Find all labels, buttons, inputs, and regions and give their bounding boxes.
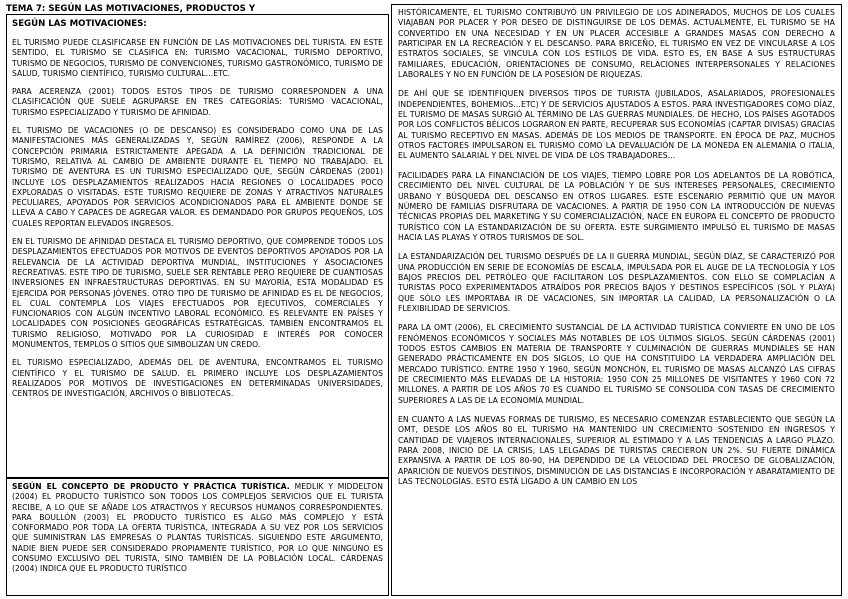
motivations-box <box>6 14 389 478</box>
paragraph: PARA LA OMT (2006), EL CRECIMIENTO SUSTANCIAL DE LA ACTIVIDAD TURÍSTICA CONVIERTE EN UNO DE LOS FENÓMENOS ECONÓMICOS Y SOCIALES MÁS NOTABLES DE LOS ÚLTIMOS SIGLOS. SEGÚN CÁRDENAS (2001) TODOS ESTOS CAMBIOS EN MATERIA DE TRANSPORTE Y CULMINACIÓN DE GUERRAS MUNDIALES SE HAN GENERADO PRÁCTICAMENTE EN DOS SIGLOS, LO QUE HA CONSTITUIDO LA VERDADERA AMPLIACIÓN DEL MERCADO TURÍSTICO. ENTRE 1950 Y 1960, SEGÚN MONCHÓN, EL TURISMO DE MASAS ALCANZÓ LAS CIFRAS DE CRECIMIENTO MÁS ELEVADAS DE LA HISTORIA: 1950 CON 25 MILLONES DE VISITANTES Y 1960 CON 72 MILLONES. A PARTIR DE LOS AÑOS 70 ES CUANDO EL TURISMO SE CONSOLIDA CON TASAS DE CRECIMIENTO SUPERIORES A LAS DE LA ECONOMÍA MUNDIAL. <box>398 323 835 405</box>
product-concept-box <box>6 478 389 596</box>
paragraph <box>12 482 383 575</box>
product-concept-text: MEDLIK Y MIDDELTON (2004) EL PRODUCTO TURÍSTICO SON TODOS LOS COMPLEJOS SERVICIOS QUE EL TURISTA RECIBE, A LO QUE SE AÑADE LOS ATRACTIVOS Y RECURSOS HUMANOS CORRESPONDIENTES. PARA BOULLÓN (2003) EL PRODUCTO TURÍSTICO ES ALGO MÁS COMPLEJO Y ESTÁ CONFORMADO POR TODA LA OFERTA TURÍSTICA, INTEGRADA A SU VEZ POR LOS SERVICIOS QUE SUMINISTRAN LAS EMPRESAS O PLANTAS TURÍSTICAS. SIGUIENDO ESTE ARGUMENTO, NADIE BIEN PUEDE SER CONSIDERADO PROPIAMENTE TURÍSTICO, POR LO QUE NINGUNO ES CONSUMO EXCLUSIVO DEL TURISTA, SINO TAMBIÉN DE LA POBLACIÓN LOCAL. CÁRDENAS (2004) INDICA QUE EL PRODUCTO TURÍSTICO <box>12 482 383 574</box>
paragraph: HISTÓRICAMENTE, EL TURISMO CONTRIBUYÓ UN PRIVILEGIO DE LOS ADINERADOS, MUCHOS DE LOS CUALES VIAJABAN POR PLACER Y POR DESEO DE DISTINGUIRSE DE LOS DEMÁS. ACTUALMENTE, EL TURISMO SE HA CONVERTIDO EN UNA NECESIDAD Y EN UN PLACER ACCESIBLE A GRANDES MASAS CON DERECHO A PARTICIPAR EN LA RECREACIÓN Y EL DESCANSO. PARA BRICEÑO, EL TURISMO EN VEZ DE VINCULARSE A LOS ESTRATOS SOCIALES, SE VINCULA CON LOS ESTILOS DE VIDA. ESTO ES, EN BASE A SUS ESTRUCTURAS FAMILIARES, EDUCACIÓN, ORIENTACIONES DE CONSUMO, RELACIONES INTERPERSONALES Y RELACIONES LABORALES Y NO EN FUNCIÓN DE LA POSESIÓN DE RIQUEZAS. <box>398 8 835 80</box>
paragraph: EL TURISMO DE VACACIONES (O DE DESCANSO) ES CONSIDERADO COMO UNA DE LAS MANIFESTACIONES MÁS GENERALIZADAS Y, SEGÚN RAMÍREZ (2006), RESPONDE A LA CONCEPCIÓN PRIMARIA ESTRICTAMENTE APEGADA A LA DEFINICIÓN TRADICIONAL DE TURISMO, RELATIVA AL CAMBIO DE AMBIENTE DURANTE EL TIEMPO NO TRABAJADO. EL TURISMO DE AVENTURA ES UN TURISMO ESPECIALIZADO QUE, SEGÚN CÁRDENAS (2001) INCLUYE LOS DESPLAZAMIENTOS REALIZADOS HACIA REGIONES O LOCALIDADES POCO EXPLORADAS O VISITADAS. ESTE TURISMO REQUIERE DE ZONAS Y ATRACTIVOS NATURALES PECULIARES, APOYADOS POR SERVICIOS ACONDICIONADOS PARA EL AMBIENTE DONDE SE LLEVA A CABO Y CAPACES DE AGREGAR VALOR. ES DEMANDADO POR GRUPOS PEQUEÑOS, LOS CUALES REPORTAN ELEVADOS INGRESOS. <box>12 126 383 228</box>
paragraph: DE AHÍ QUE SE IDENTIFIQUEN DIVERSOS TIPOS DE TURISTA (JUBILADOS, ASALARIADOS, PROFESIONALES INDEPENDIENTES, BOHEMIOS…ETC) Y DE SERVICIOS AJUSTADOS A ESTOS. PARA INVESTIGADORES COMO DÍAZ, EL TURISMO DE MASAS SURGIÓ AL TÉRMINO DE LAS GUERRAS MUNDIALES. DE HECHO, LOS PAÍSES AGOTADOS POR LOS CONFLICTOS BÉLICOS LOGRARON EN PARTE, RECUPERAR SUS ECONOMÍAS (CAPTAR DIVISAS) GRACIAS AL TURISMO RECEPTIVO EN MASAS. ADEMÁS DE LOS MEDIOS DE TRANSPORTE. EN ÉPOCA DE PAZ, MUCHOS OTROS FACTORES IMPULSARON EL TURISMO COMO LA DEVALUACIÓN DE LA MONEDA EN ALEMANIA O ITALIA, EL AUMENTO SALARIAL Y DEL NIVEL DE VIDA DE LOS TRABAJADORES… <box>398 89 835 161</box>
paragraph: EN EL TURISMO DE AFINIDAD DESTACA EL TURISMO DEPORTIVO, QUE COMPRENDE TODOS LOS DESPLAZAMIENTOS EFECTUADOS POR MOTIVOS DE EVENTOS DEPORTIVOS APOYADOS POR LA RELEVANCIA DE LA ACTIVIDAD DEPORTIVA MUNDIAL, INSTITUCIONES Y ASOCIACIONES RECREATIVAS. ESTE TIPO DE TURISMO, SUELE SER RENTABLE PERO REQUIERE DE CUANTIOSAS INVERSIONES EN INFRAESTRUCTURAS DEPORTIVAS. EN SU MAYORÍA, ESTA MODALIDAD ES EJERCIDA POR PERSONAS JÓVENES. OTRO TIPO DE TURISMO DE AFINIDAD ES EL DE NEGOCIOS, EL CUAL CONTEMPLA LOS VIAJES EFECTUADOS POR EJECUTIVOS, COMERCIALES Y FUNCIONARIOS CON ALGÚN INCENTIVO LABORAL ECONÓMICO. ES RELEVANTE EN PAÍSES Y LOCALIDADES CON POSICIONES GEOGRÁFICAS ESTRATÉGICAS. TAMBIÉN ENCONTRAMOS EL TURISMO RELIGIOSO, MOTIVADO POR LA CURIOSIDAD E INTERÉS POR CONOCER MONUMENTOS, TEMPLOS O SITIOS QUE SIMBOLIZAN UN CREDO. <box>12 237 383 350</box>
paragraph: EL TURISMO ESPECIALIZADO, ADEMÁS DEL DE AVENTURA, ENCONTRAMOS EL TURISMO CIENTÍFICO Y EL TURISMO DE SALUD. EL PRIMERO INCLUYE LOS DESPLAZAMIENTOS REALIZADOS POR MOTIVOS DE INVESTIGACIONES EN DETERMINADAS UNIVERSIDADES, CENTROS DE INVESTIGACIÓN, ARCHIVOS O BIBLIOTECAS. <box>12 358 383 399</box>
paragraph: EN CUANTO A LAS NUEVAS FORMAS DE TURISMO, ES NECESARIO COMENZAR ESTABLECIENTO QUE SEGÚN LA OMT, DESDE LOS AÑOS 80 EL TURISMO HA MANTENIDO UN CRECIMIENTO SOSTENIDO EN INGRESOS Y CANTIDAD DE VIAJEROS INTERNACIONALES, SUPERIOR AL ESTIMADO Y A LAS TENDENCIAS A LARGO PLAZO. PARA 2008, INICIO DE LA CRISIS, LAS LELGADAS DE TURISTAS CRECIERON UN 2%. SU FUERTE DINÁMICA EXPANSIVA A PARTIR DE LOS 80-90, HA DEPENDIDO DE LA VELOCIDAD DEL PROCESO DE GLOBALIZACIÓN, APARICIÓN DE NUEVOS DESTINOS, DISMINUCIÓN DE LAS DISTANCIAS E INCORPORACIÓN Y ABARATAMIENTO DE LAS TECNOLOGÍAS. ESTO ESTÁ LIGADO A UN CAMBIO EN LOS <box>398 415 835 487</box>
history-box <box>391 4 842 596</box>
paragraph: LA ESTANDARIZACIÓN DEL TURISMO DESPUÉS DE LA II GUERRA MUNDIAL, SEGÚN DÍAZ, SE CARACTERIZÓ POR UNA PRODUCCIÓN EN SERIE DE ECONOMÍAS DE ESCALA, IMPULSADA POR EL AUGE DE LA TECNOLOGÍA Y LOS BAJOS PRECIOS DEL PETRÓLEO QUE FACILITARON LOS DESPLAZAMIENTOS. CON ELLO SE COMPLACÍAN A TURISTAS POCO EXPERIMENTADOS ATRAÍDOS POR PRECIOS BAJOS Y DESTINOS ESPECÍFICOS (SOL Y PLAYA) QUE SÓLO LES IMPORTABA IR DE VACACIONES, SIN IMPORTAR LA CALIDAD, LA PERSONALIZACIÓN O LA FLEXIBILIDAD DE SERVICIOS. <box>398 252 835 313</box>
page-title: TEMA 7: SEGÚN LAS MOTIVACIONES, PRODUCTOS Y <box>6 4 256 14</box>
product-concept-heading: SEGÚN EL CONCEPTO DE PRODUCTO Y PRÁCTICA TURÍSTICA. <box>12 482 290 491</box>
paragraph: EL TURISMO PUEDE CLASIFICARSE EN FUNCIÓN DE LAS MOTIVACIONES DEL TURISTA. EN ESTE SENTIDO, EL TURISMO SE CLASIFICA EN: TURISMO VACACIONAL, TURISMO DEPORTIVO, TURISMO DE NEGOCIOS, TURISMO DE CONVENCIONES, TURISMO GASTRONÓMICO, TURISMO DE SALUD, TURISMO CIENTÍFICO, TURISMO CULTURAL…ETC. <box>12 38 383 78</box>
paragraph: FACILIDADES PARA LA FINANCIACIÓN DE LOS VIAJES, TIEMPO LOBRE POR LOS ADELANTOS DE LA ROBÓTICA, CRECIMIENTO DEL NIVEL CULTURAL DE LA POBLACIÓN Y DE SUS INTERESES PERSONALES, CRECIMIENTO URBANO Y BÚSQUEDA DEL DESCANSO EN OTROS LUGARES. ESTE ESCENARIO PERMITIÓ QUE UN MAYOR NÚMERO DE FAMILIAS DISFRUTARA DE VACACIONES. A PARTIR DE 1950 CON LA INTRODUCCIÓN DE NUEVAS TÉCNICAS PROPIAS DEL MARKETING Y SU COMERCIALIZACIÓN, NACE EN EUROPA EL CONCEPTO DE PRODUCTO TURÍSTICO CON LA ESTANDARIZACIÓN DE SU OFERTA. ESTE SURGIMIENTO IMPULSÓ EL TURISMO DE MASAS HACIA LAS PLAYAS Y OTROS TURISMOS DE SOL. <box>398 170 835 242</box>
paragraph: PARA ACERENZA (2001) TODOS ESTOS TIPOS DE TURISMO CORRESPONDEN A UNA CLASIFICACIÓN QUE SUELE AGRUPARSE EN TRES CATEGORÍAS: TURISMO VACACIONAL, TURISMO ESPECIALIZADO Y TURISMO DE AFINIDAD. <box>12 87 383 117</box>
motivations-subtitle: SEGÚN LAS MOTIVACIONES: <box>12 19 147 29</box>
